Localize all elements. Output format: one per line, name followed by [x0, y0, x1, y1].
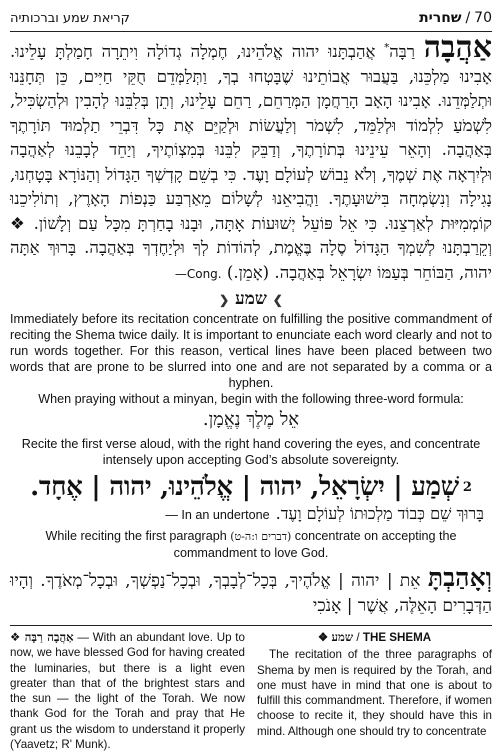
first-paragraph-instruction	[10, 528, 492, 561]
commentary-right	[257, 630, 492, 752]
commentary-right-sep: /	[356, 631, 360, 644]
el-melech-neeman: אֵל מֶלֶךְ נֶאֱמָן.	[202, 409, 300, 430]
ahavah-rabbah-blessing	[10, 30, 493, 286]
commentary-left-heading: אַהֲבָה רַבָּה	[24, 630, 74, 644]
commentary-right-text: The recitation of the three paragraphs of Shema by men is required by the Torah, and one must have in mind that one is about to fulfill this commandment. Therefore, if women choose to recite it, they should have this in mind. Although one should try to concentrate	[257, 648, 492, 738]
commentary-right-heading: THE SHEMA	[362, 631, 432, 644]
cong-label: —Cong.	[174, 266, 222, 281]
ahavah-text: אֲהַבְתָּנוּ יהוה אֱלֹהֵינוּ, חֶמְלָה גְדוֹלָה וִיתֵרָה חָמַלְתָּ עָלֵינוּ. אָבִינוּ מַלְכֵּנוּ, בַּעֲבוּר אֲבוֹתֵינוּ שֶׁבָּטְחוּ בְךָ, וַתְּלַמְּדֵם חֻקֵּי חַיִּים, כֵּן תְּחָנֵּנוּ וּתְלַמְּדֵנוּ. אָבִינוּ הָאָב הָרַחֲמָן הַמְּרַחֵם, רַחֵם עָלֵינוּ, וְתֵן בְּלִבֵּנוּ לְהָבִין וּלְהַשְׂכִּיל, לִשְׁמֹעַ לִלְמוֹד וּלְלַמֵּד, לִשְׁמֹר וְלַעֲשׂוֹת וּלְקַיֵּם אֶת כָּל דִּבְרֵי תַלְמוּד תּוֹרָתֶךָ בְּאַהֲבָה. וְהָאֵר עֵינֵינוּ בְּתוֹרָתֶךָ, וְדַבֵּק לִבֵּנוּ בְּמִצְוֹתֶיךָ, וְיַחֵד לְבָבֵנוּ לְאַהֲבָה וּלְיִרְאָה אֶת שְׁמֶךָ, וְלֹא נֵבוֹשׁ לְעוֹלָם וָעֶד. כִּי בְשֵׁם קָדְשְׁךָ הַגָּדוֹל וְהַנּוֹרָא בָּטָחְנוּ, נָגִילָה וְנִשְׂמְחָה בִּישׁוּעָתֶךָ. וַהֲבִיאֵנוּ לְשָׁלוֹם מֵאַרְבַּע כַּנְפוֹת הָאָרֶץ, וְתוֹלִיכֵנוּ קוֹמְמִיּוּת לְאַרְצֵנוּ. כִּי אֵל פּוֹעֵל יְשׁוּעוֹת אָתָּה, וּבָנוּ בָחַרְתָּ מִכָּל עַם וְלָשׁוֹן. ❖ וְקֵרַבְתָּנוּ לְשִׁמְךָ הַגָּדוֹל סֶלָה בֶּאֱמֶת, לְהוֹדוֹת לְךָ וּלְיַחֶדְךָ בְּאַהֲבָה. בָּרוּךְ אַתָּה יהוה, הַבּוֹחֵר בְּעַמּוֹ יִשְׂרָאֵל בְּאַהֲבָה.	[10, 42, 492, 282]
shema-verse-text: שְׁמַע | יִשְׂרָאֵל, יהוה | אֱלֹהֵינוּ, יהוה | אֶחָד.	[30, 472, 459, 502]
ornament-right-icon: ❮	[219, 293, 230, 307]
page-header	[10, 6, 492, 30]
verse-number: 2	[462, 479, 472, 495]
commentary-left	[10, 630, 245, 752]
shema-title-label: שמע	[235, 289, 267, 309]
shema-first-verse	[10, 472, 492, 502]
running-title: קריאת שמע וברכותיה	[10, 10, 130, 26]
footer-rule	[10, 625, 492, 626]
section-and-page	[419, 10, 492, 26]
undertone-label: — In an undertone	[165, 508, 270, 522]
first-paragraph-ref: (דברים ו:ה-ט)	[230, 530, 292, 543]
header-rule	[10, 31, 492, 32]
first-verse-instruction: Recite the first verse aloud, with the right hand covering the eyes, and concentrate intensely upon accepting God’s absolute sovereignty.	[21, 437, 481, 467]
section-name: שחרית	[419, 10, 462, 26]
minyan-instruction: When praying without a minyan, begin with the following three-word formula:	[38, 392, 464, 406]
commentary-left-text: — With an abundant love. Up to now, we have blessed God for having created the luminaries, but there is a light even greater than that of the brightest stars and the sun — the light of the Torah. We now thank God for the Torah and pray that He grant us the wisdom to understand it properly (Yaavetz; R' Munk).	[10, 631, 245, 752]
cong-response: (אָמֵן.)	[226, 262, 270, 282]
commentary-star: *	[384, 42, 390, 54]
page-number: 70	[474, 10, 492, 26]
ahavah-opener: אַהֲבָה	[423, 30, 493, 65]
first-paragraph-post: concentrate on accepting the commandment to love God.	[173, 529, 457, 560]
ornament-left-icon: ❯	[272, 293, 283, 307]
shema-section-title	[10, 289, 492, 309]
baruch-shem-row	[10, 504, 492, 524]
commentary-marker-icon: ❖	[10, 631, 21, 644]
commentary-marker-icon: ❖	[317, 631, 329, 644]
commentary-right-title	[257, 630, 492, 645]
commentary-right-heb: שמע	[331, 630, 354, 644]
intro-instruction: Immediately before its recitation concentrate on fulfilling the positive commandment of reciting the Shema twice daily. It is important to enunciate each word clearly and not to run words together. For this reason, vertical lines have been placed between two words that are prone to be slurred into one and are not separated by a comma or a hyphen.	[10, 312, 492, 390]
veahavta-opener: וְאָהַבְתָּ	[427, 563, 493, 592]
header-separator: /	[465, 10, 471, 26]
first-paragraph-pre: While reciting the first paragraph	[45, 529, 227, 543]
ahavah-opener-rest: רַבָּה	[389, 42, 415, 61]
baruch-shem-text: בָּרוּךְ שֵׁם כְּבוֹד מַלְכוּתוֹ לְעוֹלָם וָעֶד.	[275, 504, 484, 523]
veahavta-paragraph	[10, 565, 492, 619]
veahavta-text: אֵת | יהוה | אֱלֹהֶיךָ, בְּכָל־לְבָבְךָ, וּבְכָל־נַפְשְׁךָ, וּבְכָל־מְאֹדֶךָ. וְהָיוּ הַדְּבָרִים הָאֵלֶּה, אֲשֶׁר | אָנֹכִי	[10, 571, 492, 616]
commentary-footer	[10, 630, 492, 752]
